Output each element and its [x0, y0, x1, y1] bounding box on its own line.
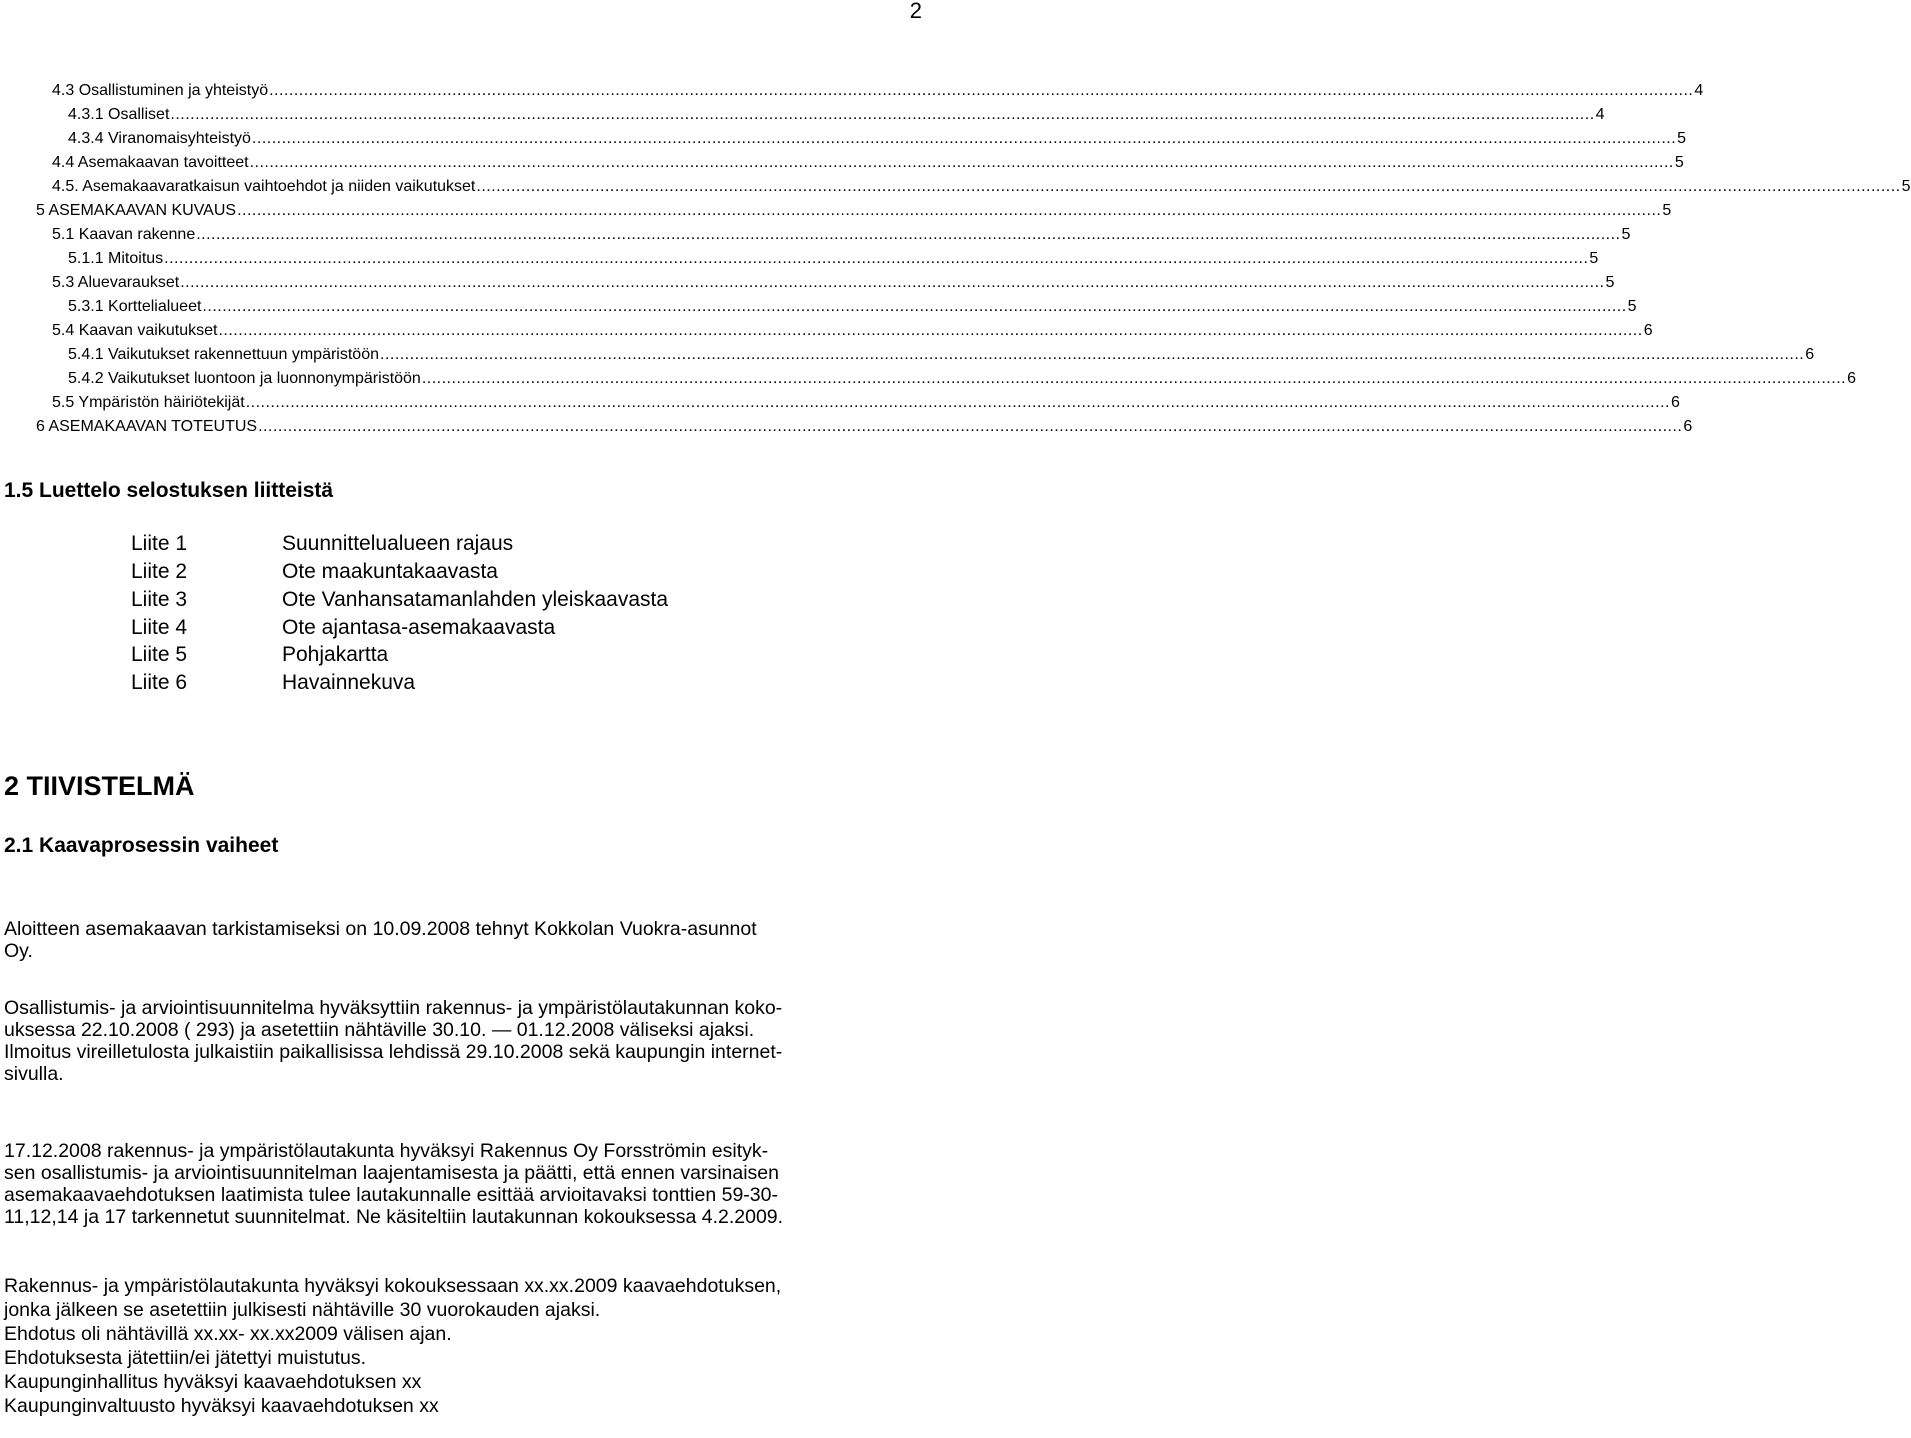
toc-entry[interactable]: [36, 196, 1672, 220]
page-number: 2: [909, 0, 922, 23]
toc-leader: [218, 322, 1642, 340]
attachment-key: Liite 6: [131, 671, 188, 694]
attachment-title: Ote ajantasa-asemakaavasta: [282, 616, 556, 639]
paragraph-line: Aloitteen asemakaavan tarkistamiseksi on 10.09.2008 tehnyt Kokkolan Vuokra-asunnot: [4, 918, 757, 940]
list-item: [131, 616, 555, 644]
paragraph-line: jonka jälkeen se asetettiin julkisesti nähtäville 30 vuorokauden ajaksi.: [4, 1299, 601, 1321]
toc-leader: [202, 298, 1626, 316]
toc-leader: [237, 202, 1661, 220]
toc-entry[interactable]: [52, 172, 1911, 196]
toc-entry-page: 4: [1694, 82, 1704, 99]
toc-entry-page: 6: [1670, 394, 1680, 411]
paragraph-line: 17.12.2008 rakennus- ja ympäristölautakunta hyväksyi Rakennus Oy Forsströmin esityk-: [4, 1140, 769, 1162]
toc-entry-title: 5.4 Kaavan vaikutukset: [52, 322, 218, 339]
attachment-key: Liite 1: [131, 532, 188, 555]
toc-leader: [269, 82, 1693, 100]
toc-entry-title: 4.3 Osallistuminen ja yhteistyö: [52, 82, 269, 99]
toc-entry[interactable]: [68, 340, 1815, 364]
paragraph-line: Oy.: [4, 940, 33, 962]
list-item: [131, 588, 668, 616]
toc-entry-page: 6: [1683, 418, 1693, 435]
toc-entry[interactable]: [52, 220, 1631, 244]
paragraph: [4, 918, 956, 962]
attachment-title: Pohjakartta: [282, 643, 389, 666]
list-item: [131, 671, 415, 699]
toc-leader: [476, 178, 1900, 196]
toc-leader: [164, 250, 1588, 268]
toc-entry[interactable]: [68, 100, 1605, 124]
subsection-heading: 2.1 Kaavaprosessin vaiheet: [4, 834, 279, 857]
toc-entry-title: 5.1 Kaavan rakenne: [52, 226, 196, 243]
toc-entry[interactable]: [68, 364, 1856, 388]
toc-entry-page: 5: [1627, 298, 1637, 315]
paragraph-line: Osallistumis- ja arviointisuunnitelma hyväksyttiin rakennus- ja ympäristölautakunnan koko-: [4, 997, 783, 1019]
attachment-key: Liite 2: [131, 560, 188, 583]
toc-entry-title: 4.3.4 Viranomaisyhteistyö: [68, 130, 251, 147]
paragraph-line: uksessa 22.10.2008 ( 293) ja asetettiin nähtäville 30.10. — 01.12.2008 väliseksi ajaksi.: [4, 1019, 755, 1041]
toc-entry-page: 4: [1595, 106, 1605, 123]
list-item: [131, 643, 388, 671]
toc-leader: [170, 106, 1594, 124]
toc-entry-title: 5.5 Ympäristön häiriötekijät: [52, 394, 245, 411]
toc-entry-title: 5 ASEMAKAAVAN KUVAUS: [36, 202, 237, 219]
section-heading: 2 TIIVISTELMÄ: [4, 771, 195, 801]
paragraph-line: asemakaavaehdotuksen laatimista tulee lautakunnalle esittää arvioitavaksi tonttien 59-30-: [4, 1184, 778, 1206]
toc-leader: [258, 418, 1682, 436]
list-item: [131, 560, 498, 588]
paragraph: [4, 1140, 956, 1228]
toc-leader: [380, 346, 1804, 364]
attachment-key: Liite 4: [131, 616, 188, 639]
toc-entry-title: 5.1.1 Mitoitus: [68, 250, 164, 267]
paragraph-line: sivulla.: [4, 1063, 64, 1085]
toc-entry-title: 4.4 Asemakaavan tavoitteet: [52, 154, 249, 171]
paragraph-line: Ehdotuksesta jätettiin/ei jätettyi muistutus.: [4, 1347, 367, 1369]
paragraph-line: Kaupunginhallitus hyväksyi kaavaehdotuksen xx: [4, 1371, 422, 1393]
attachment-title: Ote maakuntakaavasta: [282, 560, 498, 583]
list-item: [131, 532, 513, 560]
toc-entry[interactable]: [68, 244, 1599, 268]
attachments-heading: 1.5 Luettelo selostuksen liitteistä: [4, 479, 334, 502]
toc-entry-page: 5: [1901, 178, 1911, 195]
attachment-key: Liite 5: [131, 643, 188, 666]
toc-entry-page: 5: [1621, 226, 1631, 243]
toc-entry[interactable]: [52, 76, 1704, 100]
toc-entry-title: 5.4.1 Vaikutukset rakennettuun ympäristöön: [68, 346, 379, 363]
toc-entry[interactable]: [68, 124, 1687, 148]
toc-entry[interactable]: [52, 268, 1615, 292]
toc-entry[interactable]: [68, 292, 1637, 316]
toc-entry-page: 5: [1662, 202, 1672, 219]
paragraph-line: Rakennus- ja ympäristölautakunta hyväksyi kokouksessaan xx.xx.2009 kaavaehdotuksen,: [4, 1275, 782, 1297]
paragraph-line: Kaupunginvaltuusto hyväksyi kaavaehdotuksen xx: [4, 1395, 439, 1417]
toc-entry-title: 6 ASEMAKAAVAN TOTEUTUS: [36, 418, 258, 435]
toc-entry-title: 5.4.2 Vaikutukset luontoon ja luonnonympäristöön: [68, 370, 421, 387]
toc-entry-page: 6: [1847, 370, 1856, 387]
toc-leader: [246, 394, 1670, 412]
paragraph: [4, 997, 956, 1085]
attachment-title: Suunnittelualueen rajaus: [282, 532, 514, 555]
paragraph-line: sen osallistumis- ja arviointisuunnitelman laajentamisesta ja päätti, että ennen varsinaisen: [4, 1162, 780, 1184]
toc-entry-page: 5: [1605, 274, 1615, 291]
toc-entry-title: 4.3.1 Osalliset: [68, 106, 170, 123]
attachment-title: Havainnekuva: [282, 671, 416, 694]
toc-entry[interactable]: [52, 316, 1653, 340]
toc-leader: [250, 154, 1674, 172]
toc-entry-page: 5: [1677, 130, 1687, 147]
paragraph-line: Ilmoitus vireilletulosta julkaistiin paikallisissa lehdissä 29.10.2008 sekä kaupungin internet-: [4, 1041, 783, 1063]
toc-entry-title: 5.3.1 Korttelialueet: [68, 298, 202, 315]
toc-entry-page: 5: [1674, 154, 1684, 171]
toc-leader: [196, 226, 1620, 244]
toc-leader: [422, 370, 1846, 388]
toc-entry[interactable]: [52, 388, 1680, 412]
toc-entry-page: 5: [1589, 250, 1599, 267]
toc-leader: [180, 274, 1604, 292]
paragraph-line: Ehdotus oli nähtävillä xx.xx- xx.xx2009 välisen ajan.: [4, 1323, 452, 1345]
toc-entry[interactable]: [36, 412, 1693, 436]
attachment-key: Liite 3: [131, 588, 188, 611]
toc-entry-title: 5.3 Aluevaraukset: [52, 274, 180, 291]
attachment-title: Ote Vanhansatamanlahden yleiskaavasta: [282, 588, 669, 611]
toc-entry-page: 6: [1643, 322, 1653, 339]
toc-entry-page: 6: [1805, 346, 1815, 363]
toc-entry-title: 4.5. Asemakaavaratkaisun vaihtoehdot ja niiden vaikutukset: [52, 178, 476, 195]
toc-leader: [252, 130, 1676, 148]
paragraph: [4, 1274, 956, 1418]
paragraph-line: 11,12,14 ja 17 tarkennetut suunnitelmat. Ne käsiteltiin lautakunnan kokouksessa 4.2.2009.: [4, 1206, 784, 1228]
toc-entry[interactable]: [52, 148, 1684, 172]
